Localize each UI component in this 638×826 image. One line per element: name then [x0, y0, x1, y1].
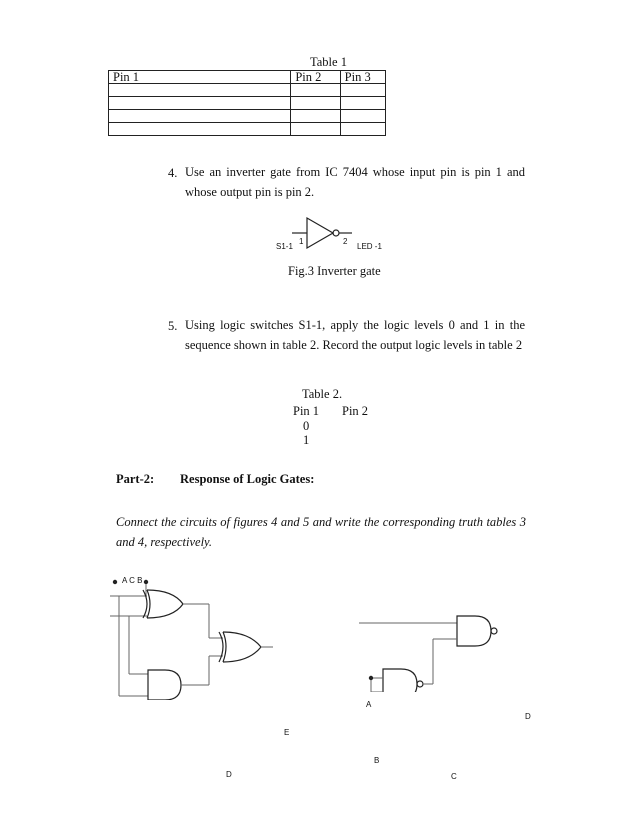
table-row [109, 123, 386, 136]
table-row [109, 71, 386, 84]
part2-label: Part-2: [116, 472, 155, 486]
table2-caption: Table 2. [302, 387, 343, 401]
part2-title: Response of Logic Gates: [180, 472, 315, 486]
table1 [108, 70, 386, 136]
fig4-circuit [105, 578, 280, 700]
table1-header-pin3: Pin 3 [340, 71, 385, 84]
part2-instruction: Connect the circuits of figures 4 and 5 and write the corresponding truth tables 3 and 4, respectively. [116, 515, 526, 549]
table-row [109, 97, 386, 110]
fig4-label-e: E [284, 728, 290, 737]
table-row [109, 84, 386, 97]
fig3-inverter-gate [280, 212, 400, 252]
step4-text: Use an inverter gate from IC 7404 whose input pin is pin 1 and whose output pin is pin 2. [185, 165, 525, 199]
table1-header-pin2: Pin 2 [291, 71, 340, 84]
table2-header-pin1: Pin 1 [293, 404, 320, 418]
fig4-input-labels: A C B [122, 576, 143, 585]
fig4-label-d: D [226, 770, 232, 779]
fig3-output-label: LED -1 [357, 242, 382, 251]
fig5-label-c: C [451, 772, 457, 781]
fig3-caption: Fig.3 Inverter gate [288, 264, 381, 278]
step5-text: Using logic switches S1-1, apply the logic levels 0 and 1 in the sequence shown in table 2. Record the output logic levels in table 2 [185, 318, 525, 352]
table2-value-0: 0 [303, 419, 310, 433]
table2-value-1: 1 [303, 433, 310, 447]
step5-number: 5. [168, 319, 178, 333]
step4-number: 4. [168, 166, 178, 180]
table1-caption: Table 1 [310, 55, 347, 69]
table1-header-pin1: Pin 1 [109, 71, 291, 84]
fig5-circuit [355, 612, 505, 692]
table-row [109, 110, 386, 123]
fig5-label-a: A [366, 700, 372, 709]
fig5-label-d: D [525, 712, 531, 721]
fig5-label-b: B [374, 756, 380, 765]
fig3-pin-in: 1 [299, 237, 304, 246]
fig3-input-label: S1-1 [276, 242, 293, 251]
fig3-pin-out: 2 [343, 237, 348, 246]
table2-header-pin2: Pin 2 [342, 404, 369, 418]
